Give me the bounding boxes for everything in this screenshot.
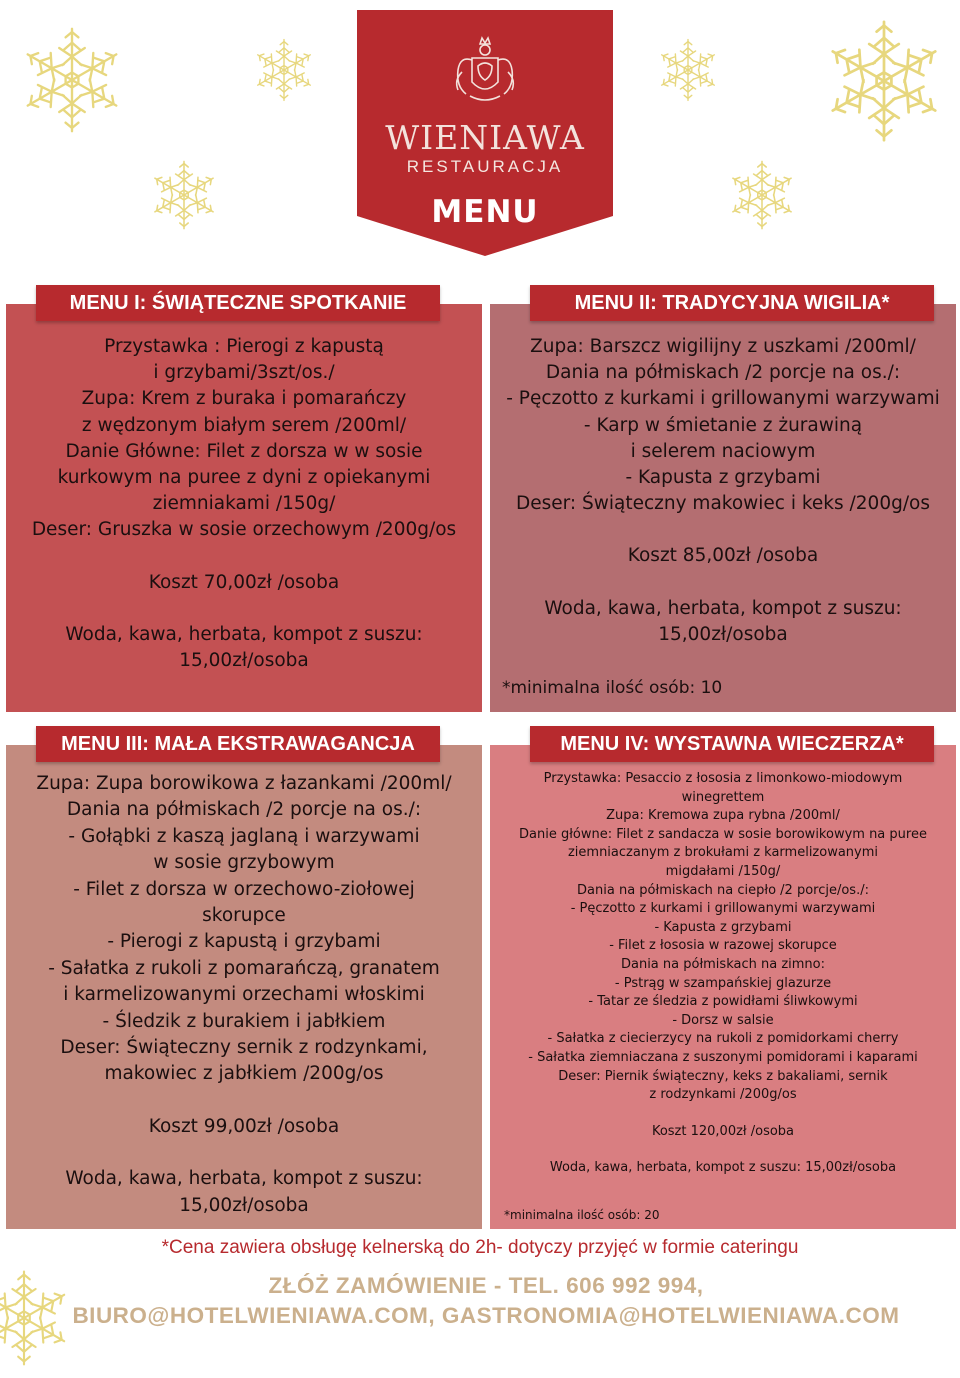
menu-line: - Dorsz w salsie — [672, 1012, 774, 1028]
menu-3-drinks: Woda, kawa, herbata, kompot z suszu: — [65, 1168, 423, 1190]
snowflake-icon — [650, 30, 726, 110]
menu-line: migdałami /150g/ — [665, 863, 781, 879]
order-phone: ZŁÓŻ ZAMÓWIENIE - TEL. 606 992 994, — [268, 1273, 704, 1298]
menu-line: Danie Główne: Filet z dorsza w w sosie — [65, 440, 423, 462]
menu-1-title: MENU I: ŚWIĄTECZNE SPOTKANIE — [36, 285, 440, 321]
menu-line: z wędzonym białym serem /200ml/ — [81, 414, 407, 436]
menu-line: - Pierogi z kapustą i grzybami — [107, 931, 381, 953]
menu-line: Dania na półmiskach na ciepło /2 porcje/os./: — [577, 882, 869, 898]
menu-2-min-guests: *minimalna ilość osób: 10 — [502, 678, 723, 698]
menu-2-price: Koszt 85,00zł /osoba — [627, 545, 819, 567]
page-title: MENU — [431, 194, 539, 230]
snowflake-icon — [246, 30, 322, 110]
menu-line: - Gołąbki z kaszą jaglaną i warzywami — [68, 825, 420, 847]
menu-line: - Filet z dorsza w orzechowo-ziołowej — [73, 878, 415, 900]
menu-3-content — [6, 771, 482, 1219]
menu-line: Deser: Gruszka w sosie orzechowym /200g/os — [31, 519, 457, 541]
menu-4-content — [490, 770, 956, 1178]
brand-subtitle: RESTAURACJA — [406, 157, 564, 176]
menu-line: Dania na półmiskach na zimno: — [620, 956, 825, 972]
menu-line: w sosie grzybowym — [153, 852, 335, 874]
snowflake-icon — [8, 12, 136, 148]
menu-2-title: MENU II: TRADYCYJNA WIGILIA* — [530, 285, 934, 321]
crest-logo-icon — [452, 30, 518, 110]
menu-line: - Tatar ze śledzia z powidłami śliwkowymi — [588, 994, 858, 1010]
catering-note: *Cena zawiera obsługę kelnerską do 2h- dotyczy przyjęć w formie cateringu — [161, 1237, 799, 1258]
menu-line: - Kapusta z grzybami — [625, 467, 821, 489]
menu-line: - Karp w śmietanie z żurawiną — [583, 414, 863, 436]
menu-4-drinks: Woda, kawa, herbata, kompot z suszu: 15,00zł/osoba — [549, 1160, 897, 1176]
menu-line: - Filet z łososia w razowej skorupce — [609, 938, 837, 954]
menu-line: Dania na półmiskach /2 porcje na os./: — [66, 799, 422, 821]
menu-line: - Kapusta z grzybami — [654, 919, 792, 935]
menu-3-drinks-price: 15,00zł/osoba — [179, 1194, 309, 1216]
menu-line: - Pęczotto z kurkami i grillowanymi warzywami — [570, 901, 876, 917]
menu-2-content — [490, 334, 956, 648]
menu-line: i karmelizowanymi orzechami włoskimi — [63, 984, 425, 1006]
menu-3-price: Koszt 99,00zł /osoba — [148, 1115, 340, 1137]
menu-line: makowiec z jabłkiem /200g/os — [104, 1063, 384, 1085]
snowflake-icon — [720, 152, 804, 238]
menu-1-content — [6, 334, 482, 674]
menu-line: Przystawka : Pierogi z kapustą — [104, 336, 384, 357]
snowflake-icon — [810, 6, 958, 156]
menu-line: ziemniakami /150g/ — [152, 493, 336, 515]
menu-2-drinks-price: 15,00zł/osoba — [658, 623, 788, 645]
order-emails: BIURO@HOTELWIENIAWA.COM, GASTRONOMIA@HOTELWIENIAWA.COM — [72, 1303, 900, 1328]
menu-line: skorupce — [202, 905, 286, 927]
menu-line: - Sałatka z rukoli z pomarańczą, granatem — [48, 957, 440, 979]
menu-4-title: MENU IV: WYSTAWNA WIECZERZA* — [530, 726, 934, 762]
menu-line: Zupa: Zupa borowikowa z łazankami /200ml/ — [36, 773, 452, 794]
menu-line: - Sałatka ziemniaczana z suszonymi pomidorami i kaparami — [528, 1049, 918, 1065]
menu-4-min-guests: *minimalna ilość osób: 20 — [504, 1208, 660, 1222]
menu-1-drinks: Woda, kawa, herbata, kompot z suszu: — [65, 623, 423, 645]
menu-4-price: Koszt 120,00zł /osoba — [651, 1123, 795, 1139]
menu-line: - Sałatka z ciecierzycy na rukoli z pomidorkami cherry — [547, 1031, 899, 1047]
menu-line: Deser: Świąteczny sernik z rodzynkami, — [60, 1037, 428, 1059]
menu-line: - Pęczotto z kurkami i grillowanymi warzywami — [506, 388, 940, 410]
menu-line: Zupa: Barszcz wigilijny z uszkami /200ml/ — [530, 336, 916, 357]
brand-name: WIENIAWA — [385, 118, 585, 157]
menu-line: - Pstrąg w szampańskiej glazurze — [614, 975, 832, 991]
menu-line: Deser: Świąteczny makowiec i keks /200g/os — [515, 493, 931, 515]
menu-line: Deser: Piernik świąteczny, keks z bakaliami, sernik — [558, 1068, 888, 1084]
menu-1-price: Koszt 70,00zł /osoba — [148, 571, 340, 593]
menu-1-drinks-price: 15,00zł/osoba — [179, 650, 309, 672]
menu-line: ziemniaczanym z brokułami z karmelizowanymi — [567, 845, 879, 861]
snowflake-icon — [142, 152, 226, 238]
menu-line: z rodzynkami /200g/os — [649, 1087, 797, 1103]
menu-line: - Śledzik z burakiem i jabłkiem — [102, 1010, 386, 1032]
menu-line: Dania na półmiskach /2 porcje na os./: — [545, 362, 901, 384]
menu-line: i selerem naciowym — [630, 440, 816, 462]
menu-line: i grzybami/3szt/os./ — [153, 362, 335, 384]
menu-line: Zupa: Kremowa zupa rybna /200ml/ — [606, 808, 840, 824]
menu-line: winegrettem — [681, 789, 765, 805]
menu-line: Zupa: Krem z buraka i pomarańczy — [81, 388, 407, 410]
menu-2-drinks: Woda, kawa, herbata, kompot z suszu: — [544, 597, 902, 619]
menu-line: kurkowym na puree z dyni z opiekanymi — [57, 467, 431, 489]
menu-3-title: MENU III: MAŁA EKSTRAWAGANCJA — [36, 726, 440, 762]
menu-line: Przystawka: Pesaccio z łososia z limonkowo-miodowym — [543, 771, 903, 786]
menu-line: Danie główne: Filet z sandacza w sosie borowikowym na puree — [519, 826, 927, 842]
